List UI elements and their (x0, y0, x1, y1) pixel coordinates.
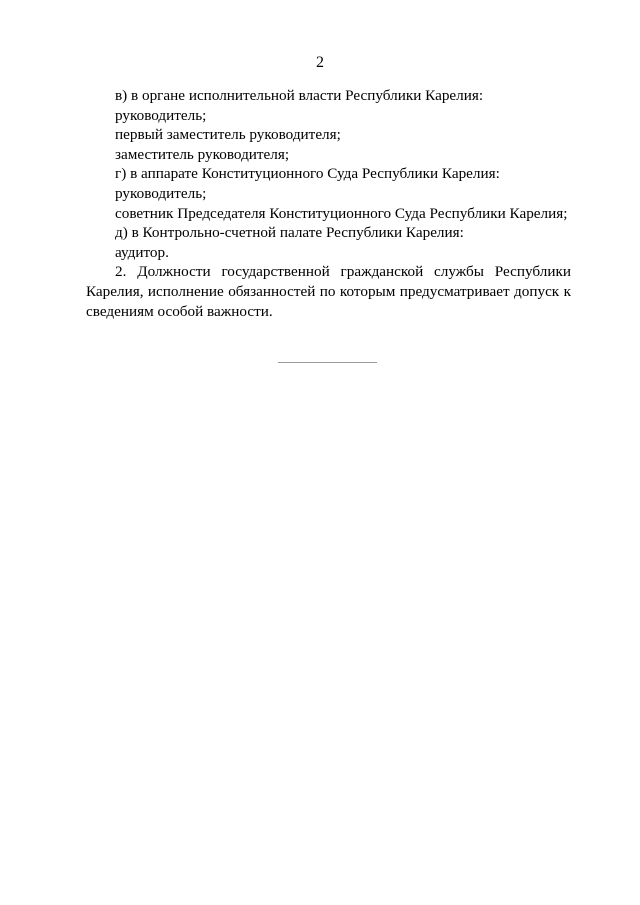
list-item: первый заместитель руководителя; (115, 126, 341, 144)
list-item: советник Председателя Конституционного Суда Республики Карелия; (115, 204, 568, 222)
list-item: заместитель руководителя; (115, 145, 290, 163)
document-body (86, 86, 571, 321)
separator-line (278, 362, 377, 363)
list-item: д) в Контрольно-счетной палате Республики Карелия: (115, 224, 464, 242)
paragraph: 2. Должности государственной гражданской службы Республики Карелия, исполнение обязанностей по которым предусматривает допуск к сведениям особой важности. (86, 263, 571, 320)
list-item: в) в органе исполнительной власти Республики Карелия: (115, 87, 484, 104)
list-item: руководитель; (115, 106, 207, 124)
page-number: 2 (316, 54, 324, 71)
list-item: руководитель; (115, 184, 207, 202)
list-item: аудитор. (115, 243, 169, 261)
list-item: г) в аппарате Конституционного Суда Республики Карелия: (115, 165, 500, 183)
